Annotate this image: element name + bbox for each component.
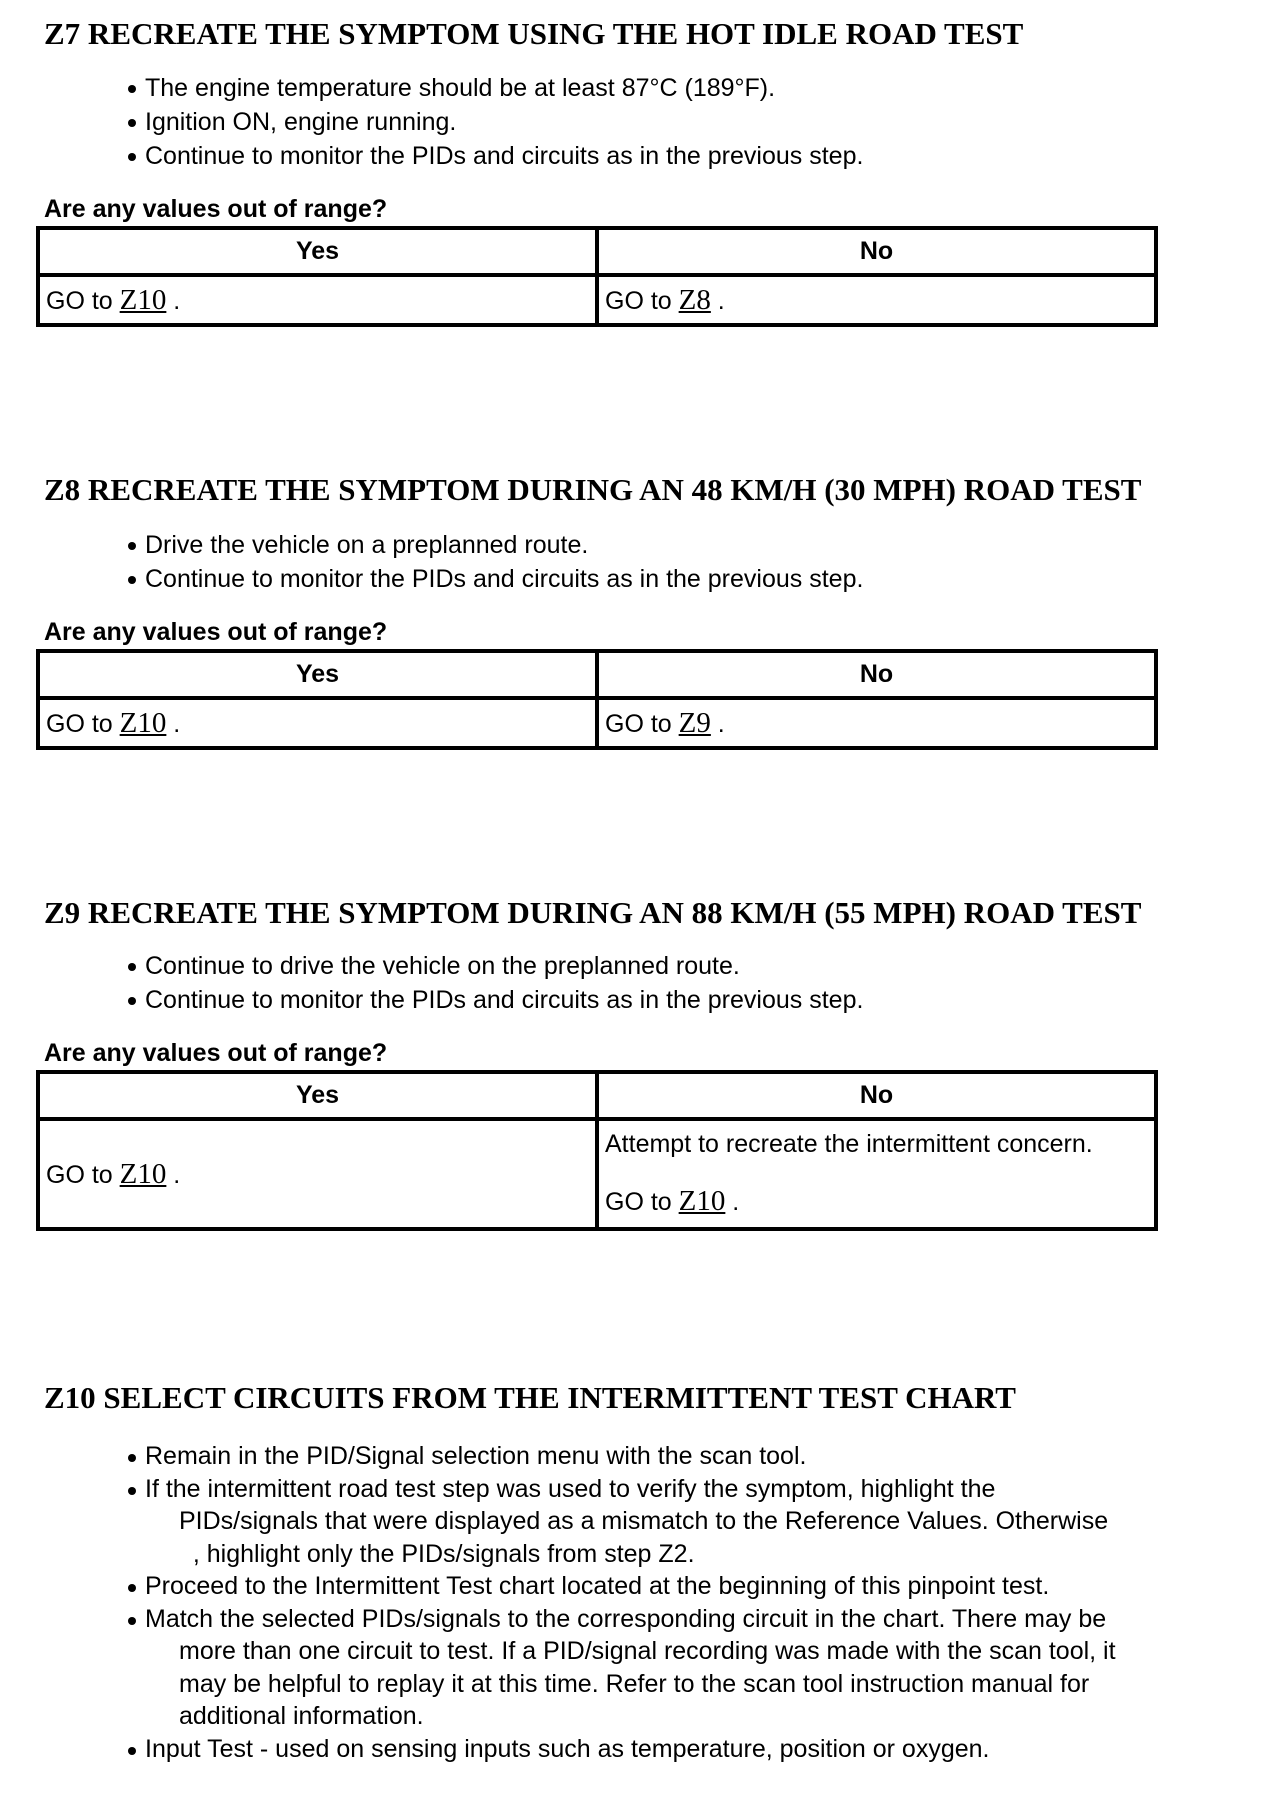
step-z8 [0, 472, 1264, 750]
instruction-list [128, 71, 1228, 173]
list-item-continuation: may be helpful to replay it at this time. Refer to the scan tool instruction manual for [179, 1669, 1090, 1698]
yes-cell: GO to Z10 . [38, 1119, 597, 1229]
list-item [128, 1733, 1228, 1766]
yes-header: Yes [38, 651, 597, 698]
instruction-list [128, 949, 1228, 1017]
link-z10[interactable]: Z10 [119, 1157, 167, 1190]
question: Are any values out of range? [44, 1039, 388, 1067]
list-item-continuation: , highlight only the PIDs/signals from step Z2. [179, 1539, 695, 1568]
yes-header: Yes [38, 1072, 597, 1119]
list-item-text: Proceed to the Intermittent Test chart located at the beginning of this pinpoint test. [145, 1572, 1050, 1600]
list-item: Ignition ON, engine running. [128, 105, 1228, 139]
step-title: Z7 RECREATE THE SYMPTOM USING THE HOT IDLE ROAD TEST [44, 16, 1024, 51]
question: Are any values out of range? [44, 618, 388, 646]
list-item-text: Match the selected PIDs/signals to the corresponding circuit in the chart. There may be [145, 1604, 1107, 1633]
go-to-label: GO to [46, 1160, 113, 1189]
list-item [128, 1603, 1228, 1733]
link-z9[interactable]: Z9 [678, 706, 711, 739]
yes-no-table [36, 1070, 1158, 1231]
list-item-text: Input Test - used on sensing inputs such as temperature, position or oxygen. [145, 1734, 990, 1763]
step-title: Z8 RECREATE THE SYMPTOM DURING AN 48 KM/H (30 MPH) ROAD TEST [44, 472, 1142, 507]
no-header: No [597, 651, 1156, 698]
no-cell: Attempt to recreate the intermittent concern. GO to Z10 . [597, 1119, 1156, 1229]
list-item [128, 1440, 1228, 1473]
instruction-list [128, 1440, 1228, 1765]
link-z10[interactable]: Z10 [119, 283, 167, 316]
go-to-label: GO to [605, 1188, 672, 1216]
no-cell: GO to Z8 . [597, 275, 1156, 325]
list-item: The engine temperature should be at least 87°C (189°F). [128, 71, 1228, 105]
link-z10[interactable]: Z10 [678, 1185, 726, 1217]
yes-header: Yes [38, 228, 597, 275]
no-header: No [597, 1072, 1156, 1119]
link-z8[interactable]: Z8 [678, 283, 711, 316]
list-item-text: Remain in the PID/Signal selection menu with the scan tool. [145, 1442, 807, 1470]
list-item: Drive the vehicle on a preplanned route. [128, 528, 1228, 562]
list-item-text: If the intermittent road test step was used to verify the symptom, highlight the [145, 1474, 996, 1503]
yes-cell: GO to Z10 . [38, 698, 597, 748]
go-to-label: GO to [605, 709, 672, 738]
step-z10 [0, 1380, 1264, 1765]
instruction-list [128, 528, 1228, 596]
step-title: Z10 SELECT CIRCUITS FROM THE INTERMITTENT TEST CHART [44, 1380, 1016, 1415]
step-z7 [0, 16, 1264, 327]
go-to-label: GO to [46, 286, 113, 315]
list-item-continuation: PIDs/signals that were displayed as a mismatch to the Reference Values. Otherwise [179, 1507, 1109, 1535]
list-item: Continue to monitor the PIDs and circuits as in the previous step. [128, 139, 1228, 173]
yes-no-table [36, 649, 1158, 750]
step-z9 [0, 895, 1264, 1231]
yes-cell: GO to Z10 . [38, 275, 597, 325]
no-header: No [597, 228, 1156, 275]
list-item: Continue to drive the vehicle on the preplanned route. [128, 949, 1228, 983]
go-to-label: GO to [605, 286, 672, 315]
list-item: Continue to monitor the PIDs and circuits as in the previous step. [128, 983, 1228, 1017]
list-item-continuation: additional information. [179, 1702, 424, 1730]
go-to-label: GO to [46, 709, 113, 738]
question: Are any values out of range? [44, 195, 388, 223]
no-note: Attempt to recreate the intermittent concern. [605, 1130, 1093, 1158]
list-item: Continue to monitor the PIDs and circuits as in the previous step. [128, 562, 1228, 596]
step-title: Z9 RECREATE THE SYMPTOM DURING AN 88 KM/H (55 MPH) ROAD TEST [44, 895, 1142, 930]
no-cell: GO to Z9 . [597, 698, 1156, 748]
yes-no-table [36, 226, 1158, 327]
link-z10[interactable]: Z10 [119, 706, 167, 739]
list-item [128, 1570, 1228, 1603]
list-item [128, 1473, 1228, 1571]
list-item-continuation: more than one circuit to test. If a PID/signal recording was made with the scan tool, it [179, 1637, 1116, 1665]
